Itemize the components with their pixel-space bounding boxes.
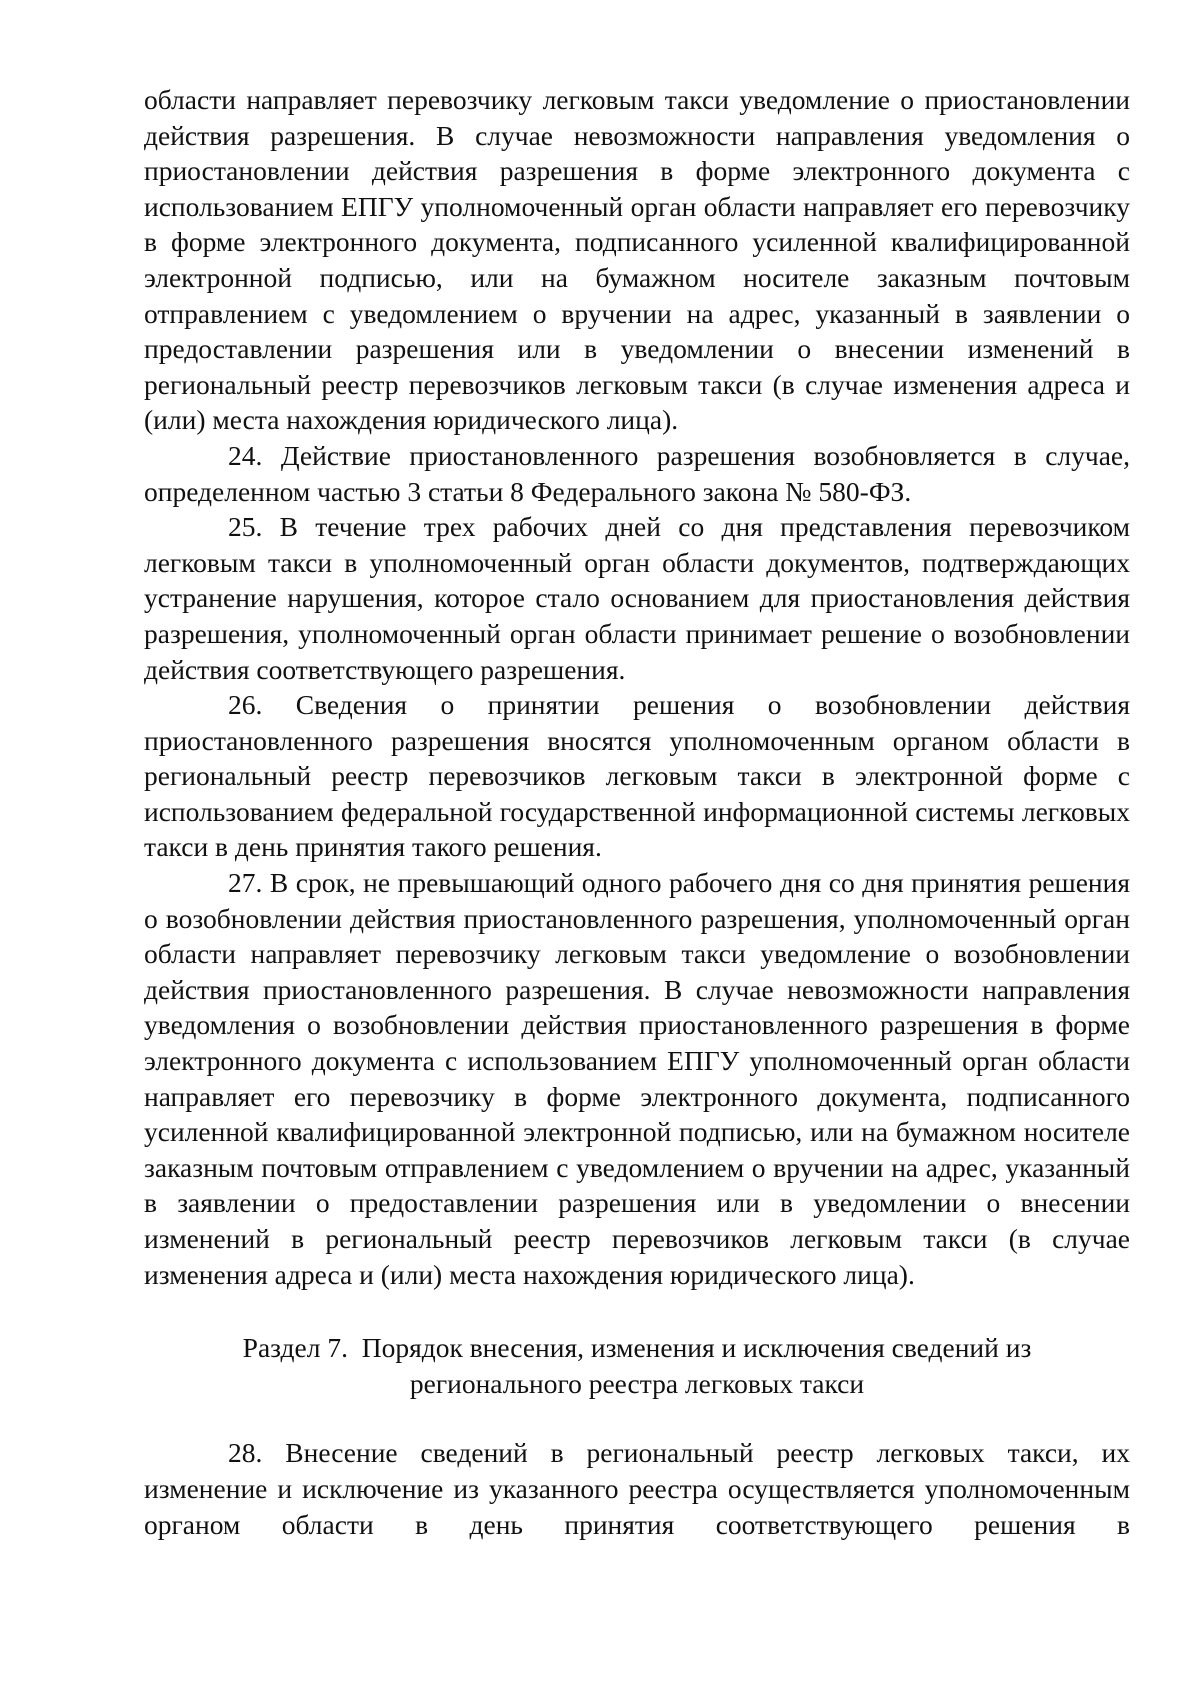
paragraph-26: 26. Сведения о принятии решения о возобновлении действия приостановленного разрешения вносятся уполномоченным органом области в региональный реестр перевозчиков легковым такси в электронной форме с использованием федеральной государственной информационной системы легковых такси в день принятия такого решения. (144, 689, 1130, 863)
paragraph-25: 25. В течение трех рабочих дней со дня представления перевозчиком легковым такси в уполномоченный орган области документов, подтверждающих устранение нарушения, которое стало основанием для приостановления действия разрешения, уполномоченный орган области принимает решение о возобновлении действия соответствующего разрешения. (144, 511, 1130, 685)
paragraph-continuation: области направляет перевозчику легковым такси уведомление о приостановлении действия разрешения. В случае невозможности направления уведомления о приостановлении действия разрешения в форме электронного документа с использованием ЕПГУ уполномоченный орган области направляет его перевозчику в форме электронного документа, подписанного усиленной квалифицированной электронной подписью, или на бумажном носителе заказным почтовым отправлением с уведомлением о вручении на адрес, указанный в заявлении о предоставлении разрешения или в уведомлении о внесении изменений в региональный реестр перевозчиков легковым такси (в случае изменения адреса и (или) места нахождения юридического лица). (144, 84, 1130, 436)
section-heading-line-1: Раздел 7. Порядок внесения, изменения и исключения сведений из (242, 1332, 1032, 1364)
document-page (144, 82, 1130, 1542)
paragraph-24: 24. Действие приостановленного разрешения возобновляется в случае, определенном частью 3 статьи 8 Федерального закона № 580-ФЗ. (144, 439, 1130, 507)
section-heading (144, 1330, 1130, 1401)
section-heading-line-2: регионального реестра легковых такси (409, 1367, 865, 1399)
paragraph-27: 27. В срок, не превышающий одного рабочего дня со дня принятия решения о возобновлении действия приостановленного разрешения, уполномоченный орган области направляет перевозчику легковым такси уведомление о возобновлении действия приостановленного разрешения. В случае невозможности направления уведомления о возобновлении действия приостановленного разрешения в форме электронного документа с использованием ЕПГУ уполномоченный орган области направляет его перевозчику в форме электронного документа, подписанного усиленной квалифицированной электронной подписью, или на бумажном носителе заказным почтовым отправлением с уведомлением о вручении на адрес, указанный в заявлении о предоставлении разрешения или в уведомлении о внесении изменений в региональный реестр перевозчиков легковым такси (в случае изменения адреса и (или) места нахождения юридического лица). (144, 867, 1130, 1290)
paragraph-28: 28. Внесение сведений в региональный реестр легковых такси, их изменение и исключение из указанного реестра осуществляется уполномоченным органом области в день принятия соответствующего решения в (144, 1437, 1130, 1540)
